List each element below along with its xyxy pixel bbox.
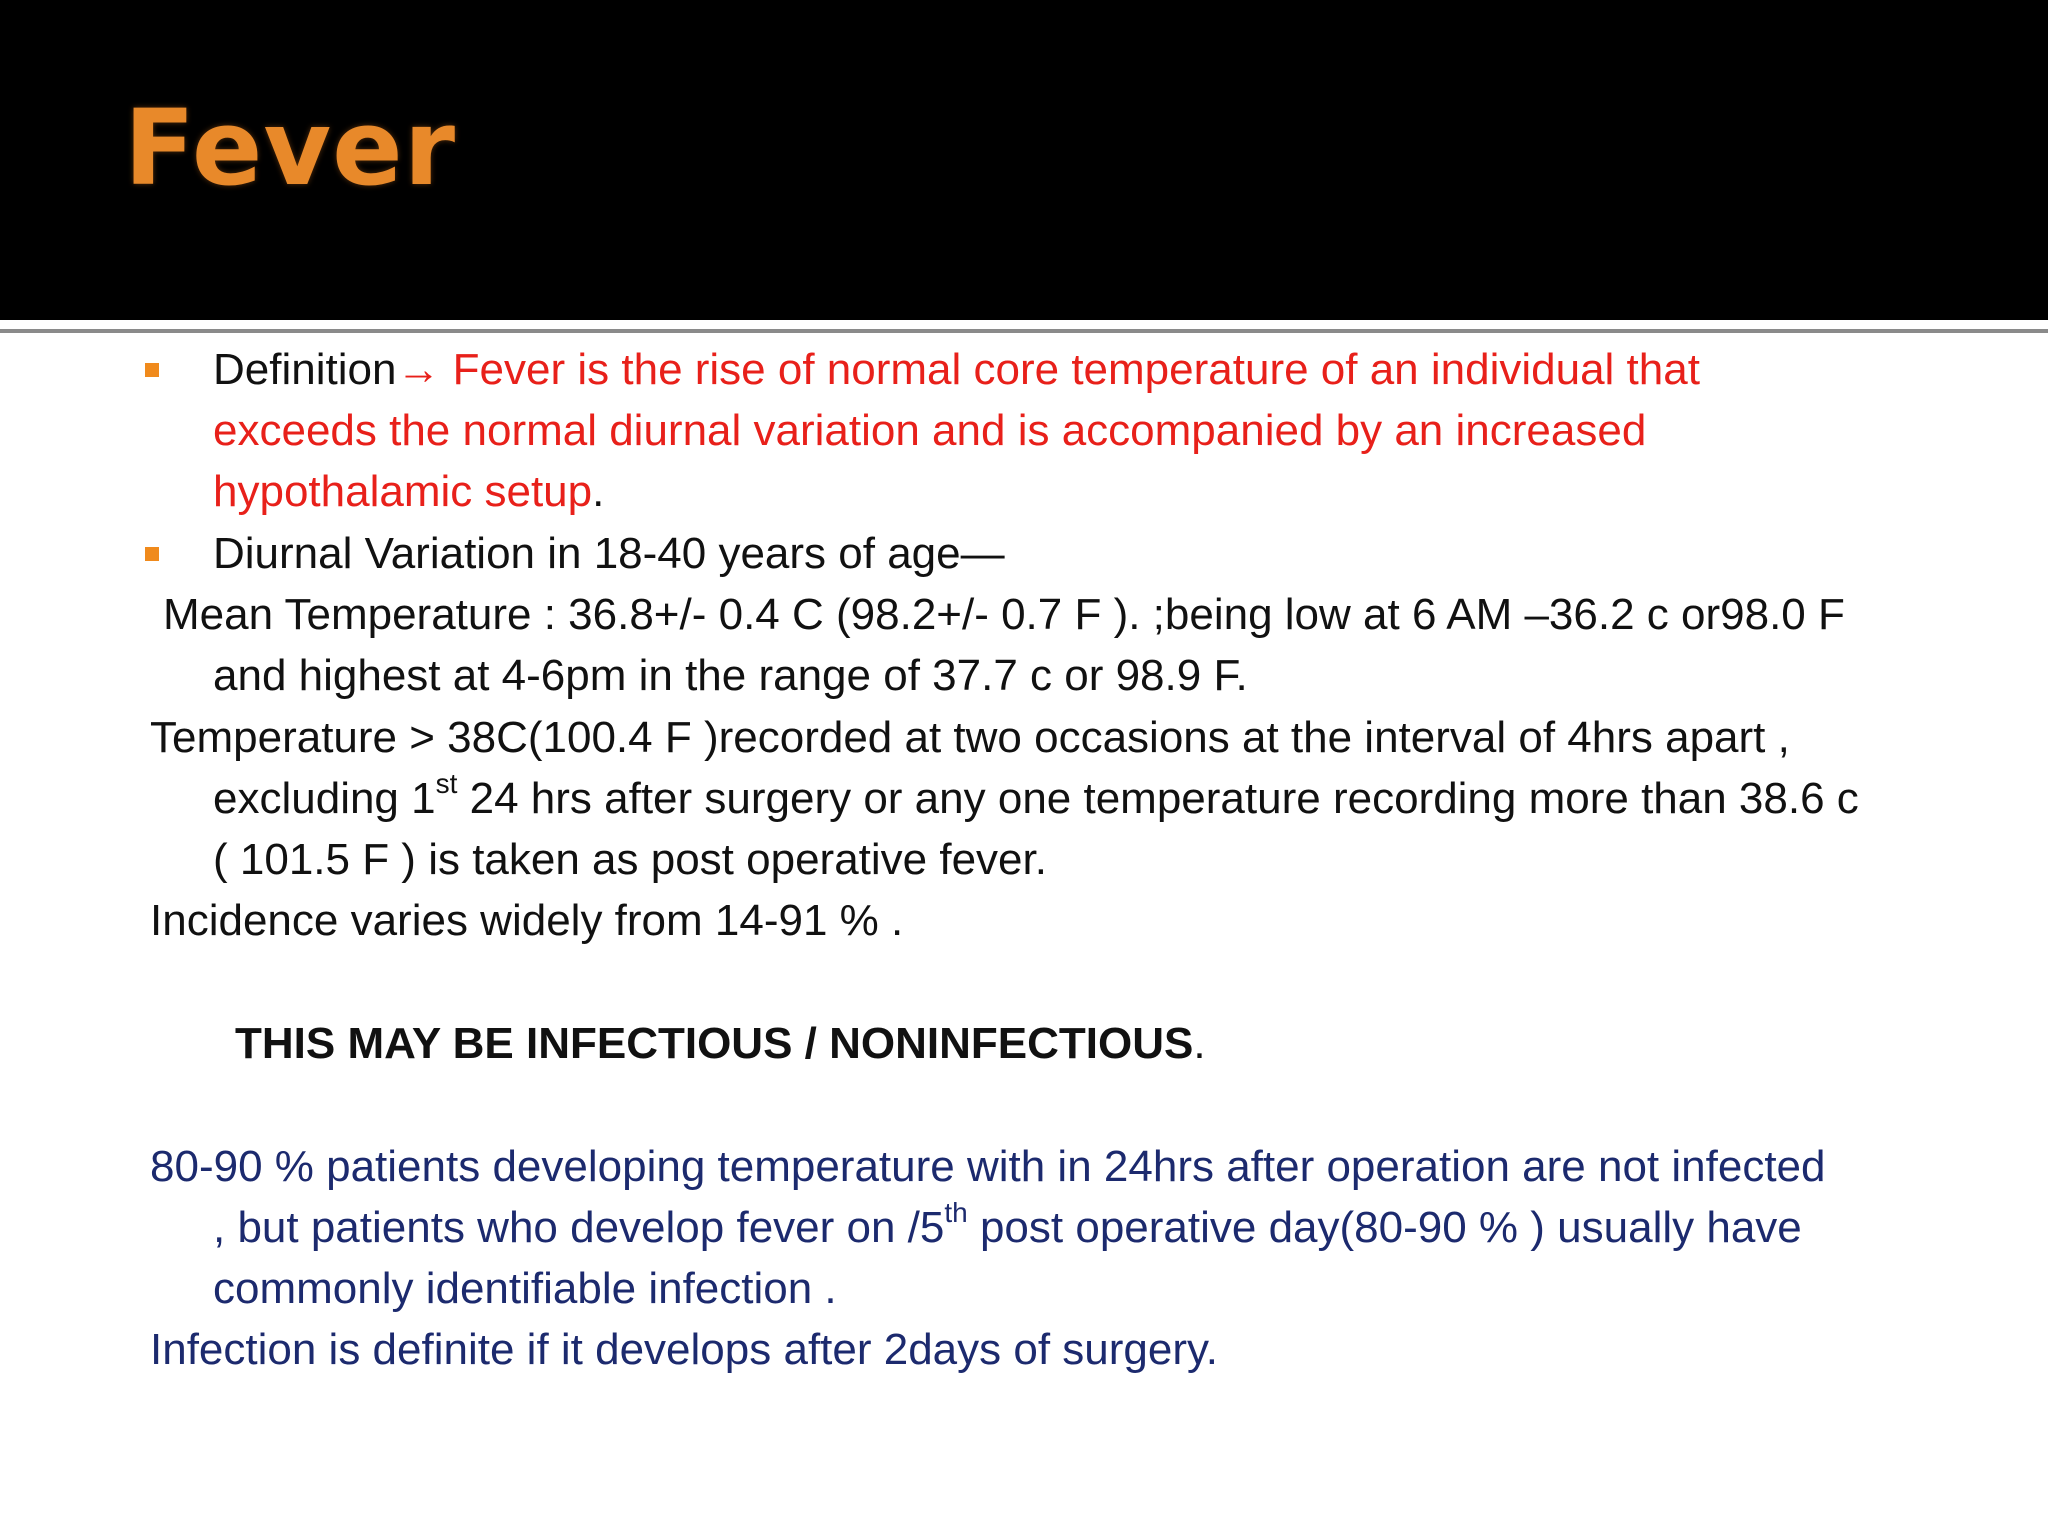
diurnal-heading: Diurnal Variation in 18-40 years of age— — [213, 529, 1005, 578]
bullet-square-icon — [145, 363, 159, 377]
bullet-square-icon — [145, 547, 159, 561]
definition-line-2: exceeds the normal diurnal variation and is accompanied by an increased — [213, 406, 1647, 455]
infection-line-4: Infection is definite if it develops after 2days of surgery. — [150, 1325, 1218, 1374]
title-gap — [0, 320, 2048, 329]
infectious-emphasis-text: THIS MAY BE INFECTIOUS / NONINFECTIOUS — [235, 1019, 1194, 1068]
definition-text-1: Fever is the rise of normal core temperature of an individual that — [452, 345, 1700, 394]
arrow-icon: → — [396, 345, 441, 394]
criteria-line-3: ( 101.5 F ) is taken as post operative fever. — [213, 835, 1047, 884]
criteria-line-2 — [213, 769, 1859, 829]
criteria-superscript: st — [435, 768, 458, 800]
mean-temperature-line-2: and highest at 4-6pm in the range of 37.7 c or 98.9 F. — [213, 651, 1248, 700]
criteria-line-2-pre: excluding 1 — [213, 774, 436, 823]
infectious-emphasis — [235, 1014, 1206, 1074]
title-bar — [0, 0, 2048, 320]
definition-label: Definition — [213, 345, 397, 394]
infection-line-2-pre: , but patients who develop fever on /5 — [213, 1203, 945, 1252]
infection-line-1: 80-90 % patients developing temperature with in 24hrs after operation are not infected — [150, 1142, 1826, 1191]
mean-temperature-line-1: Mean Temperature : 36.8+/- 0.4 C (98.2+/- 0.7 F ). ;being low at 6 AM –36.2 c or98.0 F — [163, 590, 1845, 639]
infectious-emphasis-period: . — [1193, 1019, 1206, 1068]
definition-line-1 — [213, 340, 1700, 400]
title-divider — [0, 329, 2048, 333]
criteria-line-2-post: 24 hrs after surgery or any one temperature recording more than 38.6 c — [457, 774, 1859, 823]
infection-superscript: th — [944, 1197, 968, 1229]
criteria-line-1: Temperature > 38C(100.4 F )recorded at two occasions at the interval of 4hrs apart , — [150, 713, 1790, 762]
infection-line-2-post: post operative day(80-90 % ) usually have — [967, 1203, 1802, 1252]
incidence-line: Incidence varies widely from 14-91 % . — [150, 896, 904, 945]
slide-title: Fever — [124, 87, 456, 209]
definition-text-3: hypothalamic setup — [213, 467, 593, 516]
infection-line-2 — [213, 1198, 1802, 1258]
infection-line-3: commonly identifiable infection . — [213, 1264, 837, 1313]
definition-line-3 — [213, 462, 604, 522]
definition-period: . — [592, 467, 605, 516]
